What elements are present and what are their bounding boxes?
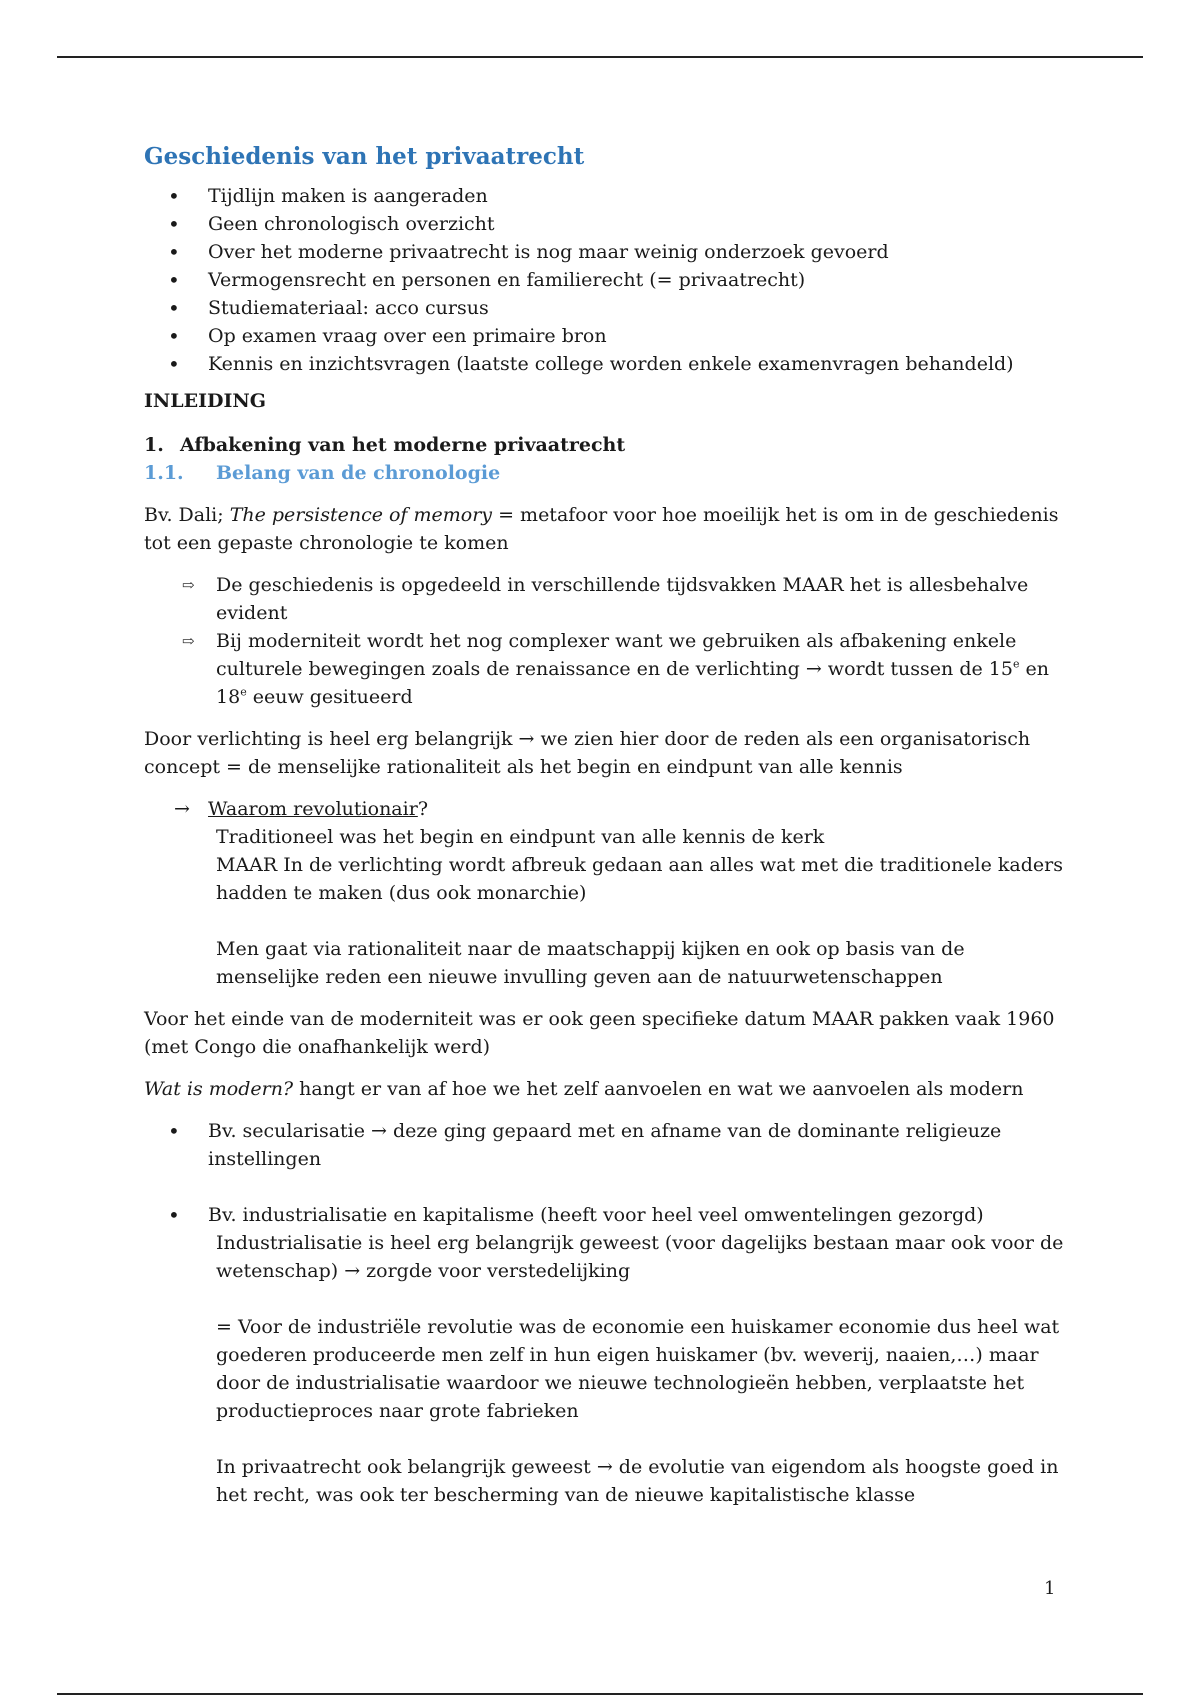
list-item: • Over het moderne privaatrecht is nog maar weinig onderzoek gevoerd: [144, 238, 1064, 266]
list-item: • Vermogensrecht en personen en familierecht (= privaatrecht): [144, 266, 1064, 294]
heading-1-1-number: 1.1.: [144, 462, 184, 484]
industrialisatie-paragraph: In privaatrecht ook belangrijk geweest → de evolutie van eigendom als hoogste goed in het recht, was ook ter bescherming van de nieuwe kapitalistische klasse: [216, 1456, 1059, 1506]
list-item: [144, 627, 1064, 711]
dali-paragraph: [144, 501, 1064, 557]
industrialisatie-paragraph: = Voor de industriële revolutie was de economie een huiskamer economie dus heel wat goederen produceerde men zelf in hun eigen huiskamer (bv. weverij, naaien,…) maar door de industrialisatie waardoor we nieuwe technologieën hebben, verplaatste het productieproces naar grote fabrieken: [216, 1316, 1060, 1422]
spacer: [144, 1285, 1064, 1313]
einde-paragraph: Voor het einde van de moderniteit was er ook geen specifieke datum MAAR pakken vaak 1960 (met Congo die onafhankelijk werd): [144, 1008, 1055, 1058]
list-item: • Studiemateriaal: acco cursus: [144, 294, 1064, 322]
revolutionair-line: Traditioneel was het begin en eindpunt van alle kennis de kerk: [216, 826, 825, 848]
arrow-list: [144, 571, 1064, 711]
arrow-item-text: eeuw gesitueerd: [246, 686, 413, 708]
heading-1-number: 1.: [144, 434, 164, 456]
arrow-item-text: en 18: [216, 658, 1049, 708]
list-item: • Tijdlijn maken is aangeraden: [144, 182, 1064, 210]
arrow-item-text: Bij moderniteit wordt het nog complexer want we gebruiken als afbakening enkele culturele bewegingen zoals de renaissance en de verlichting → wordt tussen de 15: [216, 630, 1017, 680]
superscript: e: [1012, 657, 1020, 671]
revolutionair-line: Men gaat via rationaliteit naar de maatschappij kijken en ook op basis van de menselijke reden een nieuwe invulling geven aan de natuurwetenschappen: [216, 938, 965, 988]
spacer: [144, 907, 1064, 935]
list-item: • Bv. secularisatie → deze ging gepaard met en afname van de dominante religieuze instellingen: [144, 1117, 1064, 1173]
verlichting-paragraph: Door verlichting is heel erg belangrijk → we zien hier door de reden als een organisatorisch concept = de menselijke rationaliteit als het begin en eindpunt van alle kennis: [144, 728, 1031, 778]
right-arrow-icon: →: [174, 798, 190, 820]
footer-rule: [57, 1693, 1143, 1695]
superscript: e: [240, 685, 247, 699]
dali-post: = metafoor voor hoe moeilijk het is om in de geschiedenis tot een gepaste chronologie te komen: [144, 504, 1059, 554]
section-label: INLEIDING: [144, 390, 266, 412]
revolutionair-heading: [144, 795, 1064, 823]
question-mark: ?: [417, 798, 428, 820]
header-rule: [57, 56, 1143, 58]
heading-1-1: [144, 459, 1064, 487]
modern-bullet-list: [144, 1117, 1064, 1173]
modern-bullet-list: [144, 1201, 1064, 1229]
arrow-item-text: De geschiedenis is opgedeeld in verschillende tijdsvakken MAAR het is allesbehalve evident: [216, 574, 1029, 624]
intro-bullet-list: [144, 182, 1064, 378]
heading-1: [144, 431, 1064, 459]
list-item: • Kennis en inzichtsvragen (laatste college worden enkele examenvragen behandeld): [144, 350, 1064, 378]
list-item: [144, 571, 1064, 627]
arrow-bullet-icon: ⇨: [182, 576, 195, 594]
list-item: • Geen chronologisch overzicht: [144, 210, 1064, 238]
dali-pre: Bv. Dali;: [144, 504, 230, 526]
arrow-bullet-icon: ⇨: [182, 632, 195, 650]
heading-1-text: Afbakening van het moderne privaatrecht: [180, 434, 626, 456]
document-title: Geschiedenis van het privaatrecht: [144, 143, 585, 170]
page-number: 1: [1044, 1578, 1056, 1599]
document-page: [144, 140, 1064, 1509]
list-item: • Bv. industrialisatie en kapitalisme (heeft voor heel veel omwentelingen gezorgd): [144, 1201, 1064, 1229]
revolutionair-question: Waarom revolutionair: [208, 798, 418, 820]
spacer: [144, 1425, 1064, 1453]
revolutionair-block: [144, 795, 1064, 991]
list-item: • Op examen vraag over een primaire bron: [144, 322, 1064, 350]
modern-paragraph: [144, 1075, 1064, 1103]
heading-1-1-text: Belang van de chronologie: [216, 462, 501, 484]
industrialisatie-paragraph: Industrialisatie is heel erg belangrijk geweest (voor dagelijks bestaan maar ook voor de wetenschap) → zorgde voor verstedelijking: [216, 1232, 1064, 1282]
spacer: [144, 1173, 1064, 1201]
revolutionair-line: MAAR In de verlichting wordt afbreuk gedaan aan alles wat met die traditionele kaders hadden te maken (dus ook monarchie): [216, 854, 1064, 904]
dali-artwork-title: The persistence of memory: [229, 504, 493, 526]
modern-question: Wat is modern?: [144, 1078, 294, 1100]
modern-rest: hangt er van af hoe we het zelf aanvoelen en wat we aanvoelen als modern: [293, 1078, 1024, 1100]
